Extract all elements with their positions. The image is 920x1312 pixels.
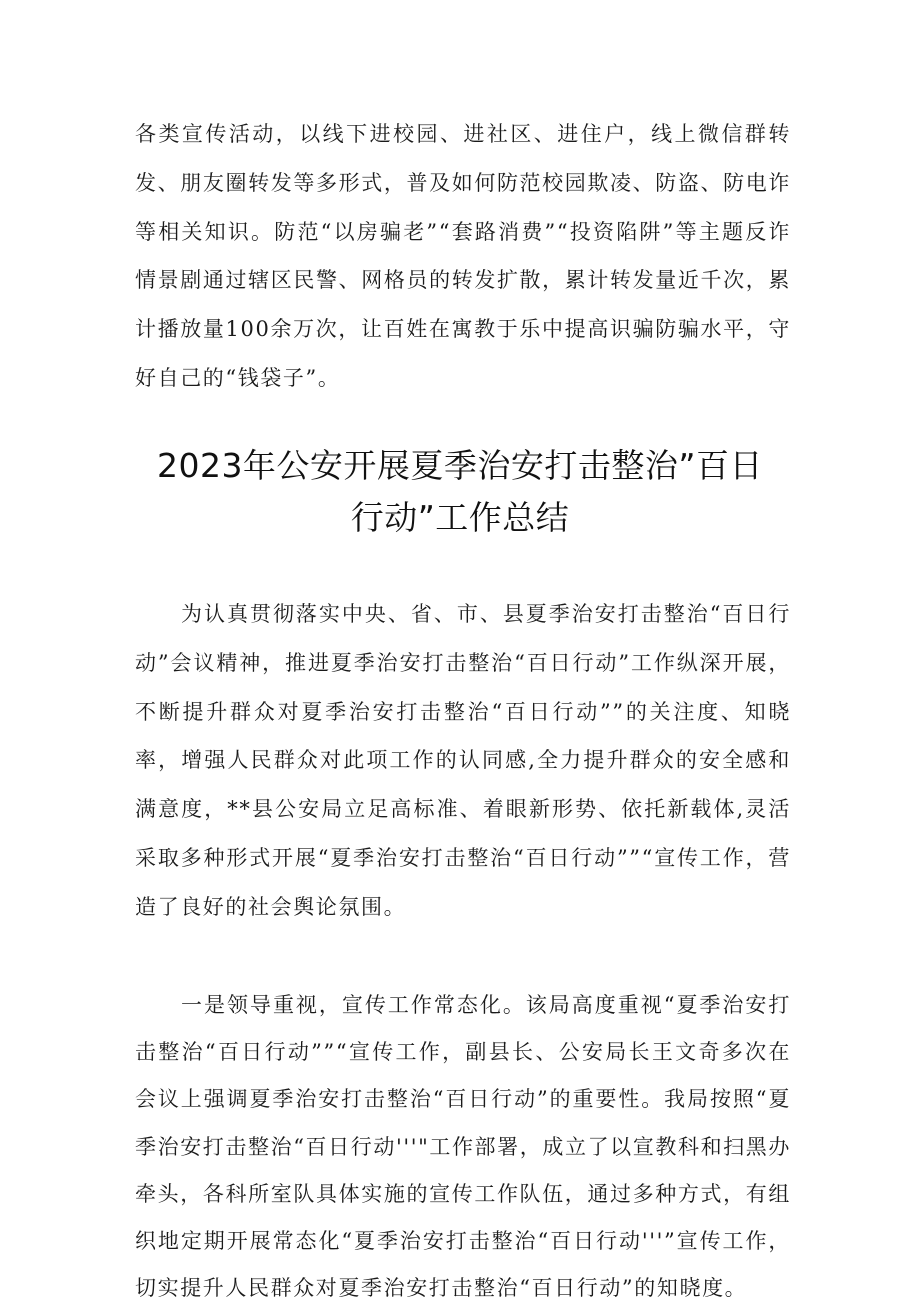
body-paragraph-intro: 为认真贯彻落实中央、省、市、县夏季治安打击整治“百日行动”会议精神，推进夏季治安打击整治“百日行动”工作纵深开展，不断提升群众对夏季治安打击整治“百日行动””的关注度、知晓率，增强人民群众对此项工作的认同感,全力提升群众的安全感和满意度，**县公安局立足高标准、着眼新形势、依托新载体,灵活采取多种形式开展“夏季治安打击整治“百日行动””“宣传工作，营造了良好的社会舆论氛围。 — [135, 602, 791, 919]
title-line-2: 行动”工作总结 — [350, 498, 570, 537]
body-paragraph-section-one: 一是领导重视，宣传工作常态化。该局高度重视“夏季治安打击整治“百日行动””“宣传工作，副县长、公安局长王文奇多次在会议上强调夏季治安打击整治“百日行动”的重要性。我局按照“夏季治安打击整治“百日行动'''"工作部署，成立了以宣教科和扫黑办牵头，各科所室队具体实施的宣传工作队伍，通过多种方式，有组织地定期开展常态化“夏季治安打击整治“百日行动'''”宣传工作，切实提升人民群众对夏季治安打击整治“百日行动”的知晓度。 — [135, 993, 791, 1301]
document-title — [120, 440, 800, 544]
body-paragraph-top: 各类宣传活动，以线下进校园、进社区、进住户，线上微信群转发、朋友圈转发等多形式，普及如何防范校园欺凌、防盗、防电诈等相关知识。防范“以房骗老”“套路消费”“投资陷阱”等主题反诈情景剧通过辖区民警、网格员的转发扩散，累计转发量近千次，累计播放量100余万次，让百姓在寓教于乐中提高识骗防骗水平，守好自己的“钱袋子”。 — [135, 122, 791, 390]
title-line-1: 2023年公安开展夏季治安打击整治”百日 — [156, 446, 764, 485]
